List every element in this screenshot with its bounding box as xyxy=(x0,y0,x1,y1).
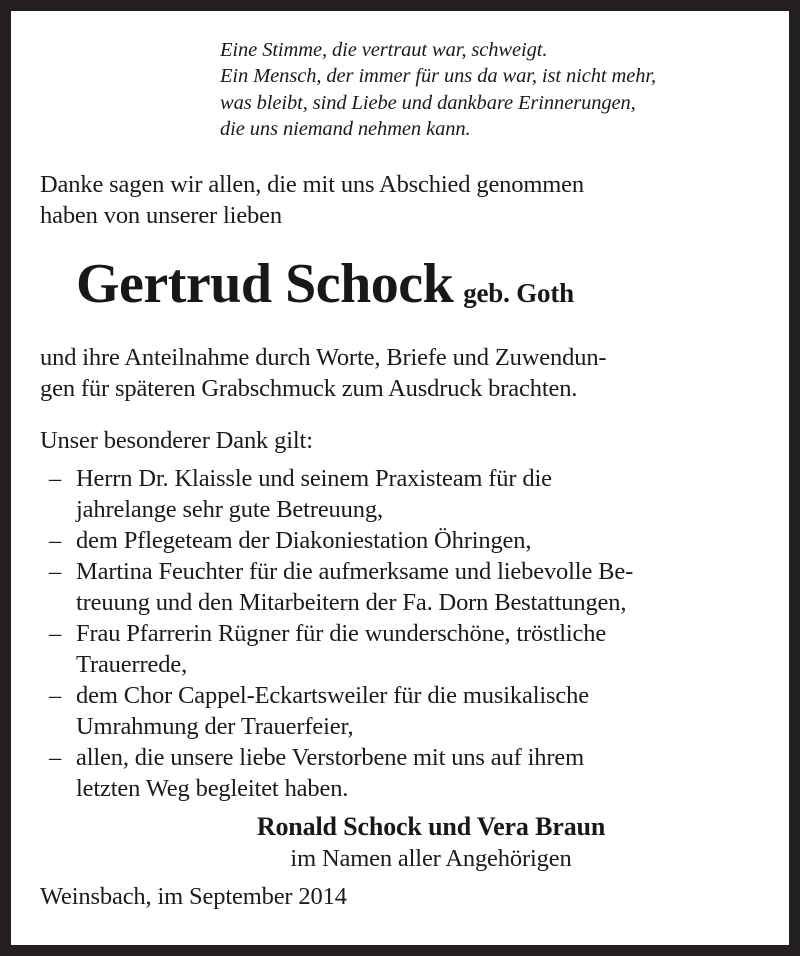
border-frame-top xyxy=(0,0,800,11)
signatory-subtitle: im Namen aller Angehörigen xyxy=(290,845,572,872)
place-and-date: Weinsbach, im September 2014 xyxy=(40,883,347,910)
deceased-name: Gertrud Schock xyxy=(76,253,454,315)
dash-bullet: – xyxy=(49,465,62,492)
list-item-line: dem Pflegeteam der Diakoniestation Öhringen, xyxy=(76,527,532,554)
signature-block xyxy=(11,811,789,874)
list-item-line: Herrn Dr. Klaissle und seinem Praxisteam für die xyxy=(76,465,552,492)
list-item-line: Martina Feuchter für die aufmerksame und liebevolle Be- xyxy=(76,558,634,585)
signature-inner xyxy=(257,811,605,874)
poem-line: was bleibt, sind Liebe und dankbare Erinnerungen, xyxy=(220,91,636,114)
sympathy-line: gen für späteren Grabschmuck zum Ausdruck brachten. xyxy=(40,375,578,402)
poem-line: die uns niemand nehmen kann. xyxy=(220,118,471,141)
list-item xyxy=(40,618,780,680)
list-item-line: allen, die unsere liebe Verstorbene mit uns auf ihrem xyxy=(76,744,584,771)
dash-bullet: – xyxy=(49,744,62,771)
dash-bullet: – xyxy=(49,620,62,647)
dash-bullet: – xyxy=(49,527,62,554)
deceased-maiden-name: geb. Goth xyxy=(463,278,574,308)
list-item-line: jahrelange sehr gute Betreuung, xyxy=(76,496,383,523)
list-item-line: letzten Weg begleitet haben. xyxy=(76,775,349,802)
list-item-line: Umrahmung der Trauerfeier, xyxy=(76,713,354,740)
signatory-names: Ronald Schock und Vera Braun xyxy=(256,812,606,841)
list-item-line: dem Chor Cappel-Eckartsweiler für die musikalische xyxy=(76,682,589,709)
poem-line: Eine Stimme, die vertraut war, schweigt. xyxy=(220,39,548,61)
list-item-line: Frau Pfarrerin Rügner für die wunderschöne, tröstliche xyxy=(76,620,607,647)
special-thanks-heading-text: Unser besonderer Dank gilt: xyxy=(40,427,313,454)
border-frame-left xyxy=(0,0,11,956)
sympathy-line: und ihre Anteilnahme durch Worte, Briefe und Zuwendun- xyxy=(40,344,607,371)
list-item xyxy=(40,556,780,618)
poem-line: Ein Mensch, der immer für uns da war, ist nicht mehr, xyxy=(220,65,657,88)
deceased-name-block xyxy=(76,252,574,316)
border-frame-right xyxy=(789,0,800,956)
dash-bullet: – xyxy=(49,682,62,709)
special-thanks-heading xyxy=(40,425,780,456)
list-item xyxy=(40,463,780,525)
thanks-intro-line: haben von unserer lieben xyxy=(40,202,282,229)
list-item-line: treuung und den Mitarbeitern der Fa. Dorn Bestattungen, xyxy=(76,589,627,616)
thanks-intro-paragraph xyxy=(40,169,780,231)
border-frame-bottom xyxy=(0,945,800,956)
sympathy-paragraph xyxy=(40,342,780,404)
list-item xyxy=(40,680,780,742)
list-item xyxy=(40,525,780,556)
poem-block xyxy=(220,37,780,143)
dash-bullet: – xyxy=(49,558,62,585)
thanks-intro-line: Danke sagen wir allen, die mit uns Abschied genommen xyxy=(40,171,585,198)
special-thanks-list xyxy=(40,463,780,804)
list-item-line: Trauerrede, xyxy=(76,651,188,678)
notice-sheet xyxy=(11,11,789,945)
list-item xyxy=(40,742,780,804)
